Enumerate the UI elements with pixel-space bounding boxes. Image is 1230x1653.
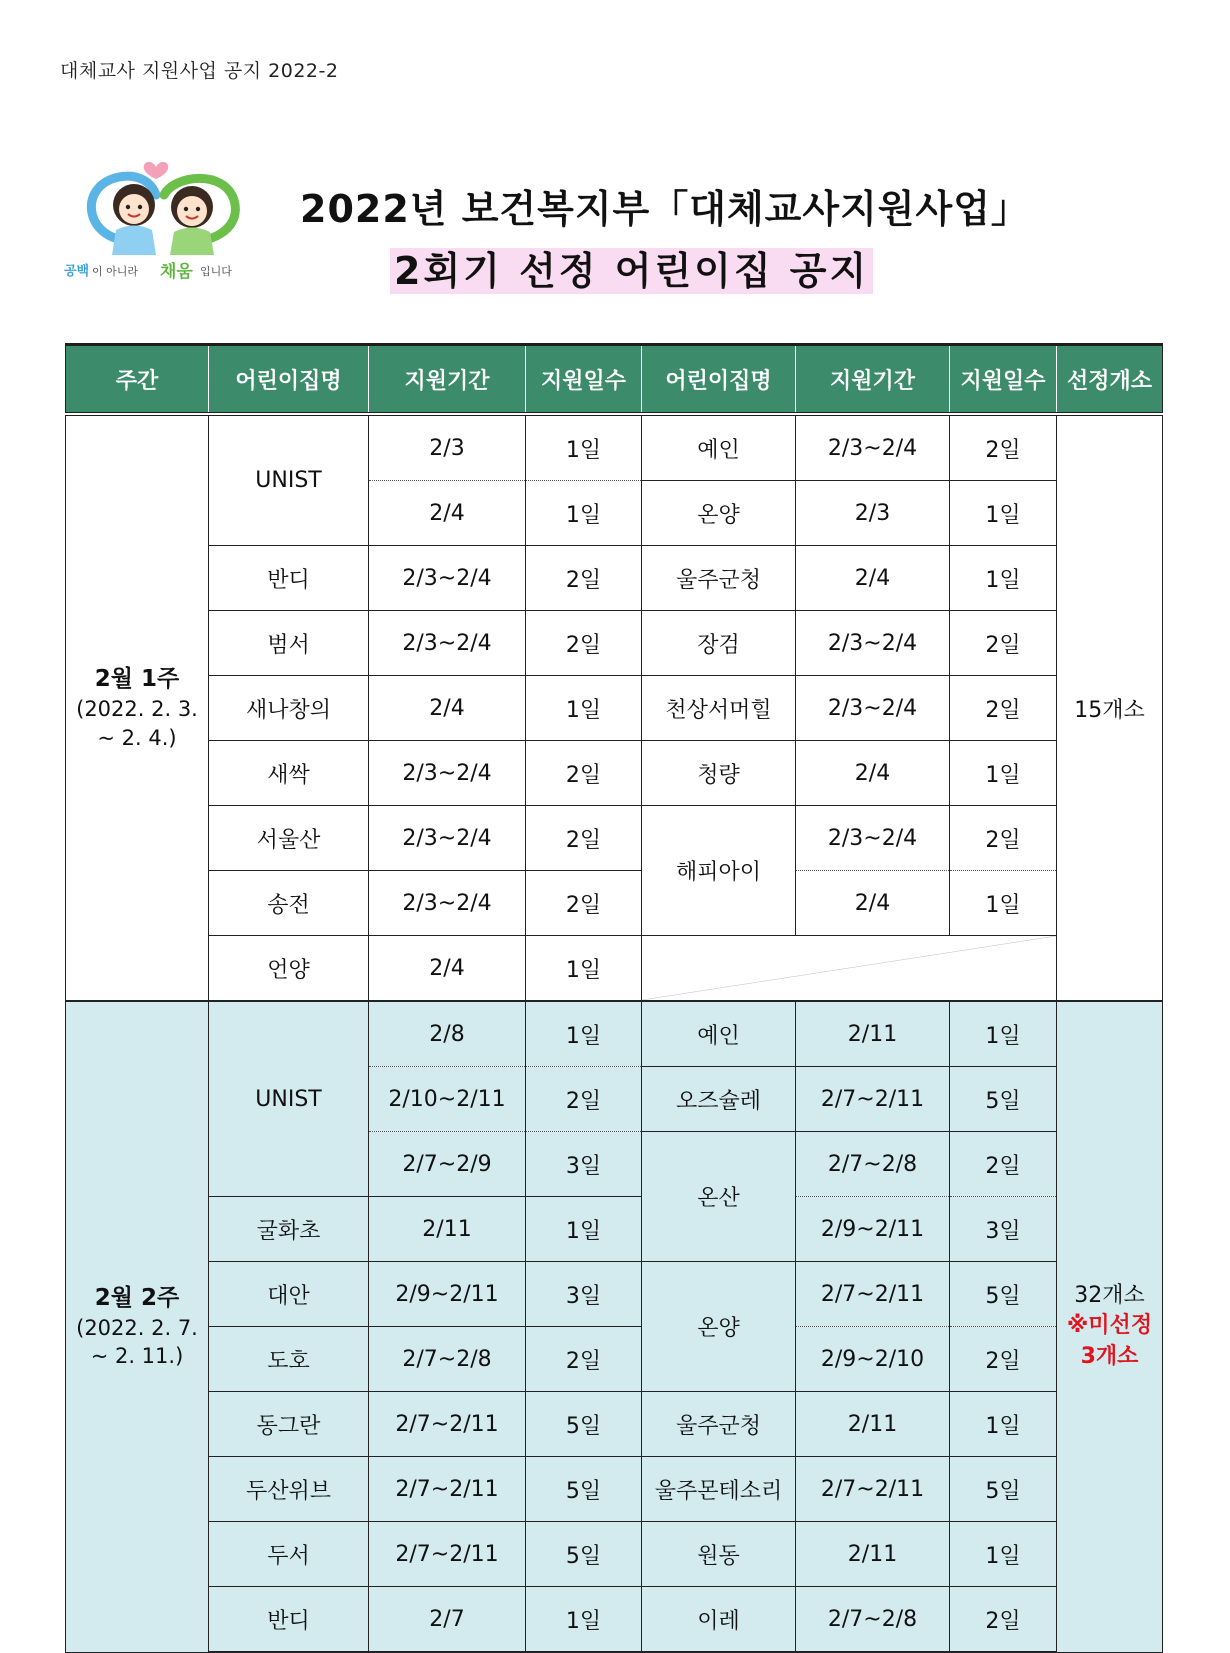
daycare-name: 도호	[209, 1327, 369, 1392]
daycare-name: 송전	[209, 871, 369, 936]
table-row	[66, 1392, 1163, 1457]
table-row	[66, 1197, 1163, 1262]
daycare-name: 오즈슐레	[642, 1067, 796, 1132]
support-days: 3일	[526, 1262, 642, 1327]
daycare-name: 두산위브	[209, 1457, 369, 1522]
daycare-name: 범서	[209, 611, 369, 676]
support-days: 2일	[950, 611, 1057, 676]
support-days: 3일	[950, 1197, 1057, 1262]
support-period: 2/4	[796, 546, 950, 611]
col-header-support-period-2: 지원기간	[796, 345, 950, 415]
table-row	[66, 1457, 1163, 1522]
support-days: 1일	[526, 936, 642, 1002]
support-days: 2일	[950, 806, 1057, 871]
support-days: 1일	[526, 1001, 642, 1067]
support-period: 2/7~2/11	[796, 1067, 950, 1132]
daycare-name: 장검	[642, 611, 796, 676]
support-period: 2/4	[369, 936, 526, 1002]
daycare-name: 원동	[642, 1522, 796, 1587]
daycare-name: 새싹	[209, 741, 369, 806]
support-days: 1일	[526, 1197, 642, 1262]
daycare-name: 언양	[209, 936, 369, 1002]
daycare-name: 예인	[642, 414, 796, 481]
logo-slogan-part-c: 채움	[160, 262, 193, 282]
support-days: 1일	[950, 1522, 1057, 1587]
support-period: 2/3	[796, 481, 950, 546]
support-period: 2/3~2/4	[369, 546, 526, 611]
week-range-start: (2022. 2. 7.	[76, 1315, 198, 1340]
support-days: 3일	[526, 1132, 642, 1197]
support-days: 5일	[526, 1392, 642, 1457]
support-period: 2/7~2/11	[796, 1457, 950, 1522]
support-days: 2일	[526, 546, 642, 611]
support-days: 1일	[950, 1392, 1057, 1457]
support-period: 2/3~2/4	[369, 806, 526, 871]
selected-count: 32개소	[1074, 1282, 1145, 1308]
unselected-count: 3개소	[1080, 1344, 1139, 1370]
support-period: 2/11	[796, 1001, 950, 1067]
support-period: 2/7~2/8	[369, 1327, 526, 1392]
daycare-name: 울주몬테소리	[642, 1457, 796, 1522]
support-period: 2/7~2/8	[796, 1587, 950, 1653]
support-days: 2일	[526, 871, 642, 936]
daycare-name: 울주군청	[642, 1392, 796, 1457]
table-row	[66, 1001, 1163, 1067]
logo-slogan-part-a: 공백	[64, 264, 90, 279]
daycare-name: 온양	[642, 481, 796, 546]
week-label: 2월 2주	[94, 1284, 180, 1311]
daycare-name: 반디	[209, 1587, 369, 1653]
support-period: 2/4	[796, 741, 950, 806]
support-period: 2/7~2/11	[369, 1392, 526, 1457]
support-days: 2일	[950, 1327, 1057, 1392]
support-days: 5일	[526, 1522, 642, 1587]
support-period: 2/11	[796, 1522, 950, 1587]
support-period: 2/7~2/11	[796, 1262, 950, 1327]
page-subtitle: 2회기 선정 어린이집 공지	[390, 248, 873, 294]
support-days: 1일	[526, 1587, 642, 1653]
table-row	[66, 936, 1163, 1002]
table-row	[66, 1587, 1163, 1653]
support-period: 2/7~2/11	[369, 1457, 526, 1522]
table-row	[66, 741, 1163, 806]
support-days: 1일	[950, 546, 1057, 611]
daycare-name: 동그란	[209, 1392, 369, 1457]
support-days: 2일	[526, 1067, 642, 1132]
col-header-support-period: 지원기간	[369, 345, 526, 415]
week-range-start: (2022. 2. 3.	[76, 697, 198, 722]
support-days: 2일	[950, 414, 1057, 481]
col-header-week: 주간	[66, 345, 209, 415]
col-header-support-days-2: 지원일수	[950, 345, 1057, 415]
week-range-end: ~ 2. 11.)	[90, 1344, 184, 1369]
daycare-name: 온산	[642, 1132, 796, 1262]
daycare-name: UNIST	[209, 1001, 369, 1197]
support-period: 2/7	[369, 1587, 526, 1653]
daycare-name: UNIST	[209, 414, 369, 546]
table-row	[66, 611, 1163, 676]
selected-count-cell	[1057, 1001, 1163, 1652]
support-days: 2일	[950, 1132, 1057, 1197]
support-days: 1일	[950, 871, 1057, 936]
logo-slogan-part-d: 입니다	[200, 265, 232, 278]
week-cell	[66, 1001, 209, 1652]
support-days: 2일	[526, 611, 642, 676]
support-period: 2/3~2/4	[369, 741, 526, 806]
schedule-table	[65, 343, 1163, 1653]
support-period: 2/11	[369, 1197, 526, 1262]
document-reference: 대체교사 지원사업 공지 2022-2	[60, 60, 339, 82]
support-period: 2/7~2/11	[369, 1522, 526, 1587]
support-period: 2/3	[369, 414, 526, 481]
support-period: 2/10~2/11	[369, 1067, 526, 1132]
table-header-row	[66, 345, 1163, 415]
selected-count: 15개소	[1057, 414, 1163, 1001]
daycare-name: 천상서머힐	[642, 676, 796, 741]
support-days: 1일	[950, 741, 1057, 806]
daycare-name: 서울산	[209, 806, 369, 871]
col-header-daycare-name-2: 어린이집명	[642, 345, 796, 415]
table-row	[66, 414, 1163, 481]
empty-diagonal-cell	[642, 936, 1057, 1002]
support-period: 2/9~2/11	[796, 1197, 950, 1262]
daycare-name: 청량	[642, 741, 796, 806]
col-header-daycare-name: 어린이집명	[209, 345, 369, 415]
table-row	[66, 1522, 1163, 1587]
support-days: 1일	[526, 481, 642, 546]
week-range-end: ~ 2. 4.)	[97, 725, 177, 750]
daycare-name: 굴화초	[209, 1197, 369, 1262]
daycare-name: 이레	[642, 1587, 796, 1653]
week-label: 2월 1주	[94, 666, 180, 693]
support-period: 2/3~2/4	[796, 414, 950, 481]
logo-slogan-part-b: 이 아니라	[92, 265, 139, 278]
support-days: 5일	[950, 1262, 1057, 1327]
week2-section	[66, 1001, 1163, 1652]
col-header-selected-count: 선정개소	[1057, 345, 1163, 415]
support-days: 5일	[950, 1457, 1057, 1522]
support-period: 2/8	[369, 1001, 526, 1067]
page-title: 2022년 보건복지부「대체교사지원사업」	[300, 187, 1030, 231]
table-row	[66, 676, 1163, 741]
table-row	[66, 806, 1163, 871]
support-period: 2/9~2/10	[796, 1327, 950, 1392]
support-period: 2/7~2/9	[369, 1132, 526, 1197]
daycare-name: 울주군청	[642, 546, 796, 611]
support-period: 2/7~2/8	[796, 1132, 950, 1197]
support-days: 1일	[950, 1001, 1057, 1067]
support-days: 2일	[526, 806, 642, 871]
support-period: 2/3~2/4	[796, 611, 950, 676]
support-period: 2/3~2/4	[796, 676, 950, 741]
support-period: 2/4	[369, 481, 526, 546]
support-days: 2일	[526, 741, 642, 806]
support-period: 2/4	[796, 871, 950, 936]
daycare-name: 해피아이	[642, 806, 796, 936]
support-days: 1일	[526, 676, 642, 741]
support-days: 1일	[526, 414, 642, 481]
unselected-note: ※미선정	[1066, 1313, 1153, 1339]
support-days: 2일	[950, 676, 1057, 741]
support-period: 2/3~2/4	[796, 806, 950, 871]
program-logo	[64, 155, 274, 295]
support-days: 5일	[526, 1457, 642, 1522]
daycare-name: 반디	[209, 546, 369, 611]
support-period: 2/11	[796, 1392, 950, 1457]
week1-section	[66, 414, 1163, 1001]
col-header-support-days: 지원일수	[526, 345, 642, 415]
daycare-name: 예인	[642, 1001, 796, 1067]
daycare-name: 온양	[642, 1262, 796, 1392]
table-row	[66, 871, 1163, 936]
table-row	[66, 546, 1163, 611]
support-days: 2일	[526, 1327, 642, 1392]
support-days: 5일	[950, 1067, 1057, 1132]
support-period: 2/9~2/11	[369, 1262, 526, 1327]
support-period: 2/3~2/4	[369, 871, 526, 936]
week-cell	[66, 414, 209, 1001]
logo-graphic	[64, 155, 274, 295]
table-row	[66, 1262, 1163, 1327]
table-row	[66, 1327, 1163, 1392]
support-days: 2일	[950, 1587, 1057, 1653]
diagonal-line	[642, 936, 1056, 1000]
daycare-name: 새나창의	[209, 676, 369, 741]
support-period: 2/3~2/4	[369, 611, 526, 676]
support-period: 2/4	[369, 676, 526, 741]
support-days: 1일	[950, 481, 1057, 546]
daycare-name: 대안	[209, 1262, 369, 1327]
daycare-name: 두서	[209, 1522, 369, 1587]
